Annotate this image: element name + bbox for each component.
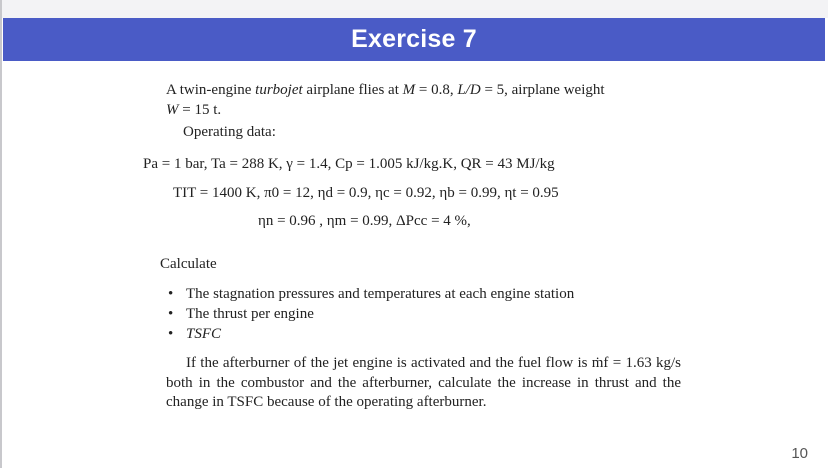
slide-title: Exercise 7 (351, 25, 477, 53)
left-frame (0, 0, 2, 468)
task-list (166, 284, 574, 344)
calculate-label: Calculate (160, 256, 217, 272)
list-item (166, 304, 574, 324)
intro-text: = 5, airplane weight (480, 82, 605, 98)
afterburner-paragraph: If the afterburner of the jet engine is activated and the fuel flow is ṁf = 1.63 kg/s both in the combustor and the afterburner, calculate the increase in thrust and the change in TSFC because of the operating afterburner. (166, 355, 681, 410)
intro-text: airplane flies at (302, 82, 403, 98)
list-item-text: The thrust per engine (186, 306, 314, 322)
equation-line-2: TIT = 1400 K, π0 = 12, ηd = 0.9, ηc = 0.92, ηb = 0.99, ηt = 0.95 (173, 185, 559, 201)
title-bar (3, 18, 825, 61)
intro-text: A twin-engine (166, 82, 256, 98)
intro-turbojet: turbojet (255, 82, 303, 98)
bullet-icon: • (168, 326, 174, 342)
list-item-text: The stagnation pressures and temperatures at each engine station (186, 286, 575, 302)
intro-line-2 (166, 100, 221, 120)
list-item (166, 284, 574, 304)
intro-text: = 15 t. (178, 102, 222, 118)
top-frame (0, 0, 828, 18)
intro-text: = 0.8, (415, 82, 458, 98)
page-number: 10 (791, 445, 808, 462)
list-item-text: TSFC (186, 326, 222, 342)
equation-line-3: ηn = 0.96 , ηm = 0.99, ΔPcc = 4 %, (258, 213, 471, 229)
intro-weight-symbol: W (166, 102, 179, 118)
equation-line-1: Pa = 1 bar, Ta = 288 K, γ = 1.4, Cp = 1.005 kJ/kg.K, QR = 43 MJ/kg (143, 156, 555, 172)
bullet-icon: • (168, 306, 174, 322)
intro-ld: L/D (457, 82, 481, 98)
intro-line-1 (166, 80, 605, 100)
list-item (166, 324, 574, 344)
bullet-icon: • (168, 286, 174, 302)
operating-data-label: Operating data: (183, 124, 276, 140)
intro-mach: M (402, 82, 416, 98)
